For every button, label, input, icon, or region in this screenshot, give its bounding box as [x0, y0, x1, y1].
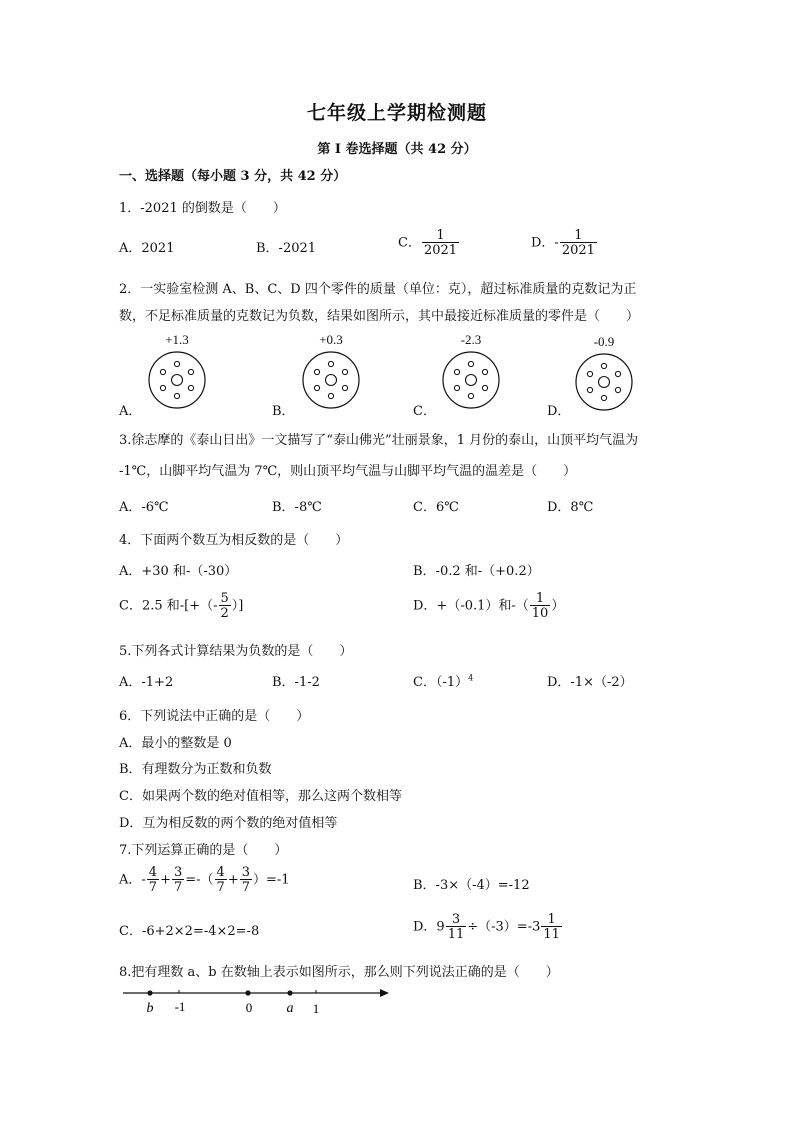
q1-stem: 1．-2021 的倒数是（ ）	[119, 201, 286, 216]
numerator: 1	[574, 228, 583, 243]
q7-stem: 7.下列运算正确的是（ ）	[119, 843, 288, 858]
numerator: 3	[241, 865, 251, 880]
operator: +	[160, 872, 171, 888]
denominator: 7	[148, 880, 158, 895]
part-c-label: C．	[413, 404, 436, 419]
point-zero-dot	[245, 990, 250, 995]
part-b-disc-icon	[301, 350, 361, 410]
q5-c-base: C．（-1）	[413, 675, 469, 690]
denominator: 2	[220, 606, 229, 621]
part-d-disc-icon	[574, 352, 634, 412]
q6-option-b: B．有理数分为正数和负数	[119, 762, 272, 777]
denominator: 7	[216, 880, 225, 895]
part-a-disc-icon	[147, 350, 207, 410]
label-b: b	[146, 1001, 154, 1016]
part-a-figure	[145, 332, 209, 418]
operator: +	[227, 872, 239, 888]
number-line	[119, 985, 399, 1021]
part-b-value: +0.3	[319, 332, 343, 347]
part-a-label: A．	[119, 404, 142, 419]
q6-option-c: C．如果两个数的绝对值相等，那么这两个数相等	[119, 789, 402, 804]
numerator: 4	[148, 865, 158, 880]
q3-option-c: C．6℃	[413, 500, 459, 515]
fraction	[240, 866, 252, 894]
label-zero: 0	[245, 1000, 253, 1015]
operator: =-（	[185, 872, 214, 888]
label-a: a	[286, 1001, 294, 1016]
q3-option-b: B．-8℃	[272, 500, 322, 515]
q4-option-a: A．+30 和-（-30）	[119, 564, 238, 579]
volume-subtitle: 第 I 卷选择题（共 42 分）	[317, 142, 477, 157]
part-d-value: -0.9	[593, 334, 615, 349]
point-a-dot	[287, 990, 292, 995]
q7-a-prefix: A．-	[119, 872, 146, 888]
q7-option-c: C．-6+2×2=-4×2=-8	[119, 924, 260, 939]
q4-d-prefix: D．+（-0.1）和-（	[413, 598, 529, 614]
q1-c-fraction	[422, 229, 459, 257]
numerator: 1	[547, 912, 556, 927]
q7-d-prefix: D．9	[413, 919, 445, 935]
q2-line-2: 数，不足标准质量的克数记为负数，结果如图所示，其中最接近标准质量的零件是（ ）	[119, 309, 640, 324]
q1-option-b: B．-2021	[256, 241, 317, 256]
numerator: 3	[451, 912, 461, 927]
denominator: 2021	[561, 243, 595, 258]
part-c-figure	[439, 332, 503, 418]
denominator: 7	[241, 880, 251, 895]
q4-option-d	[413, 592, 564, 620]
denominator: 7	[173, 880, 183, 895]
numerator: 4	[216, 865, 225, 880]
point-b-dot	[147, 990, 152, 995]
q7-option-b: B．-3×（-4）=-12	[413, 878, 530, 893]
fraction	[541, 913, 562, 941]
q8-stem: 8.把有理数 a、b 在数轴上表示如图所示，那么则下列说法正确的是（ ）	[119, 965, 559, 980]
q7-option-d	[413, 913, 563, 941]
q5-stem: 5.下列各式计算结果为负数的是（ ）	[119, 644, 353, 659]
fraction	[446, 913, 467, 941]
q6-option-a: A．最小的整数是 0	[119, 736, 232, 751]
numerator: 3	[173, 865, 183, 880]
part-d-figure	[572, 334, 636, 420]
number-line-arrow	[380, 989, 389, 997]
denominator: 2021	[423, 243, 458, 258]
q3-option-a: A．-6℃	[119, 500, 169, 515]
part-c-value: -2.3	[460, 332, 482, 347]
q4-c-suffix: ）]	[231, 598, 244, 614]
q3-option-d: D．8℃	[547, 500, 594, 515]
q4-stem: 4．下面两个数互为相反数的是（ ）	[119, 533, 349, 548]
q4-c-prefix: C．2.5 和-[+（-	[119, 598, 218, 614]
q4-option-c	[119, 592, 243, 620]
q3-line-1: 3.徐志摩的《泰山日出》一文描写了“泰山佛光”壮丽景象，1 月份的泰山，山顶平均气温为	[119, 433, 639, 448]
fraction	[172, 866, 184, 894]
q4-option-b: B．-0.2 和-（+0.2）	[413, 564, 540, 579]
fraction	[147, 866, 159, 894]
part-b-label: B．	[272, 404, 295, 419]
q1-c-prefix: C．	[398, 235, 421, 251]
q1-option-a: A．2021	[119, 241, 175, 256]
q5-option-c	[413, 671, 473, 690]
operator: ÷（-3）=-3	[467, 919, 541, 935]
numerator: 1	[535, 591, 545, 606]
denominator: 10	[531, 606, 549, 621]
q1-d-prefix: D．-	[531, 235, 559, 251]
denominator: 11	[543, 927, 560, 942]
fraction	[215, 866, 227, 894]
numerator: 5	[220, 591, 229, 606]
denominator: 11	[447, 927, 465, 942]
section-heading: 一、选择题（每小题 3 分，共 42 分）	[119, 169, 347, 184]
numerator: 1	[436, 228, 445, 243]
label-neg1: -1	[174, 999, 186, 1014]
page-title: 七年级上学期检测题	[306, 102, 487, 124]
q2-line-1: 2．一实验室检测 A、B、C、D 四个零件的质量（单位：克），超过标准质量的克数记为正	[119, 282, 637, 297]
q3-line-2: -1℃，山脚平均气温为 7℃，则山顶平均气温与山脚平均气温的温差是（ ）	[119, 464, 577, 479]
q7-option-a	[119, 866, 290, 894]
part-c-disc-icon	[441, 350, 501, 410]
part-a-value: +1.3	[165, 332, 189, 347]
q6-option-d: D．互为相反数的两个数的绝对值相等	[119, 816, 338, 831]
part-b-figure	[299, 332, 363, 418]
q4-d-fraction	[530, 592, 551, 620]
q7-a-suffix: ）=-1	[253, 872, 290, 888]
q1-d-fraction	[560, 229, 597, 257]
q5-option-b: B．-1-2	[272, 675, 320, 690]
q4-c-fraction	[219, 592, 231, 620]
q5-option-d: D．-1×（-2）	[547, 675, 633, 690]
part-d-label: D．	[547, 404, 571, 419]
label-one: 1	[312, 1001, 320, 1016]
q6-stem: 6．下列说法中正确的是（ ）	[119, 709, 310, 724]
q1-option-d	[531, 229, 598, 257]
q5-c-exponent: 4	[468, 673, 474, 683]
q1-option-c	[398, 229, 460, 257]
q5-option-a: A．-1+2	[119, 675, 174, 690]
q4-d-suffix: ）	[551, 598, 565, 614]
